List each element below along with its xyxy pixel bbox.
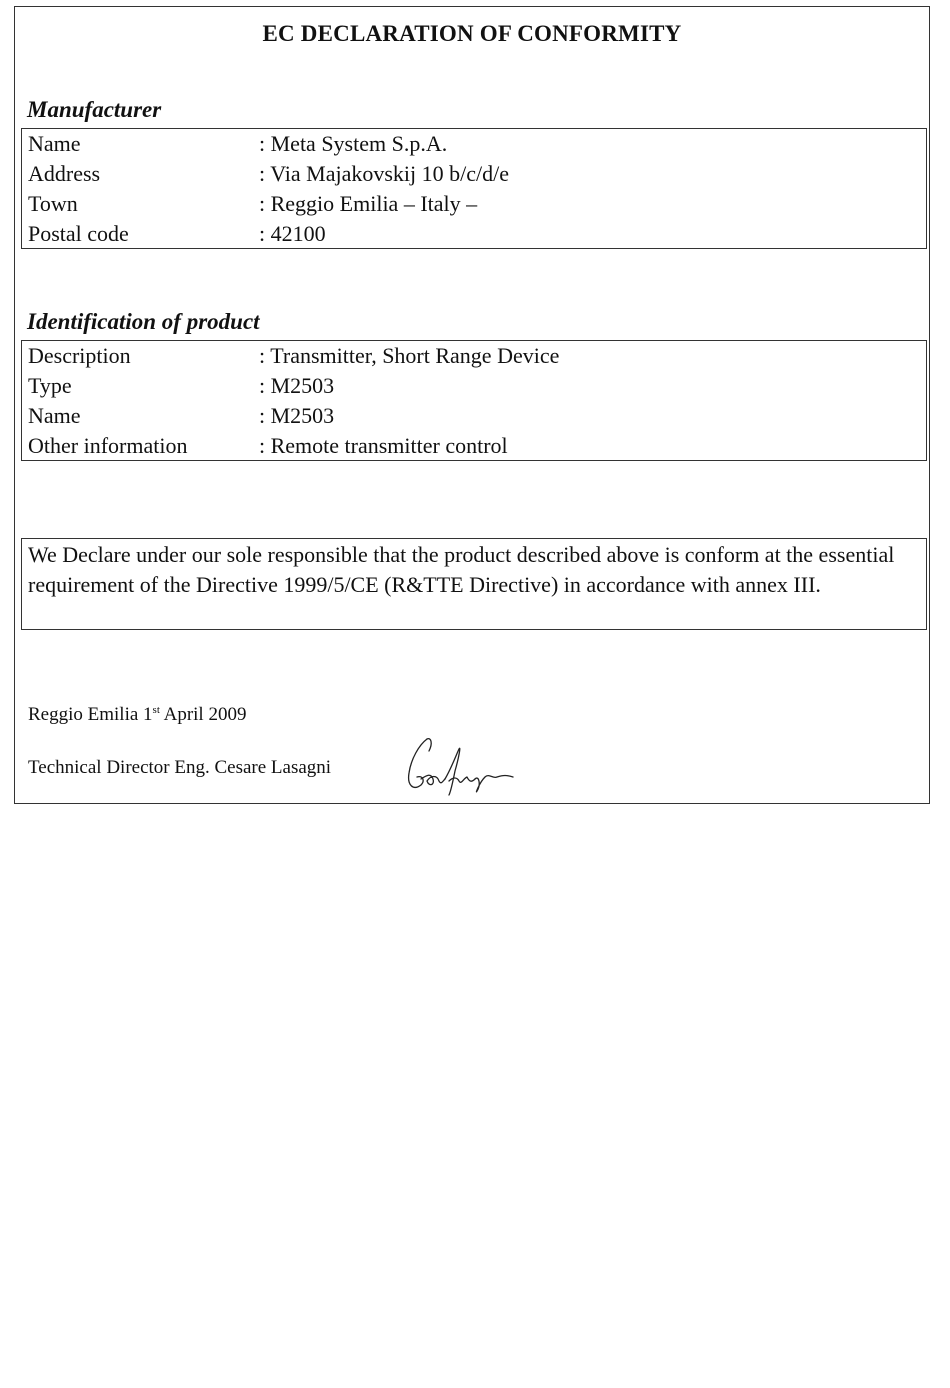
declaration-statement: We Declare under our sole responsible that the product described above is conform at the essential requirement of the Directive 1999/5/CE (R&TTE Directive) in accordance with annex III.	[28, 542, 895, 597]
field-value: : M2503	[259, 403, 335, 428]
field-value: : M2503	[259, 373, 335, 398]
field-value: : Meta System S.p.A.	[259, 131, 448, 156]
signatory: Technical Director Eng. Cesare Lasagni	[28, 757, 332, 778]
product-row-name	[28, 401, 926, 431]
place-text: Reggio Emilia 1	[28, 704, 153, 725]
field-label: Description	[28, 343, 131, 368]
field-value: : Remote transmitter control	[259, 433, 508, 458]
field-value: : 42100	[259, 221, 326, 246]
manufacturer-row-name	[28, 129, 926, 159]
handwritten-signature-icon	[397, 735, 515, 797]
field-label: Other information	[28, 433, 188, 458]
date-text: April 2009	[159, 704, 247, 725]
manufacturer-heading: Manufacturer	[27, 97, 162, 122]
field-value: : Via Majakovskij 10 b/c/d/e	[259, 161, 510, 186]
manufacturer-row-address	[28, 159, 926, 189]
manufacturer-row-postal-code	[28, 219, 926, 249]
manufacturer-row-town	[28, 189, 926, 219]
product-row-other-information	[28, 431, 926, 461]
document-title: EC DECLARATION OF CONFORMITY	[262, 21, 682, 46]
field-value: : Transmitter, Short Range Device	[259, 343, 560, 368]
place-and-date	[28, 704, 246, 726]
declaration-document	[14, 6, 930, 804]
day-suffix: st	[152, 704, 160, 716]
field-label: Name	[28, 131, 81, 156]
declaration-statement-box	[21, 538, 927, 630]
field-label: Name	[28, 403, 81, 428]
field-label: Address	[28, 161, 101, 186]
product-heading: Identification of product	[27, 309, 260, 334]
field-label: Town	[28, 191, 78, 216]
field-label: Postal code	[28, 221, 129, 246]
manufacturer-box	[21, 128, 927, 249]
field-value: : Reggio Emilia – Italy –	[259, 191, 478, 216]
product-row-type	[28, 371, 926, 401]
field-label: Type	[28, 373, 72, 398]
product-box	[21, 340, 927, 461]
product-row-description	[28, 341, 926, 371]
